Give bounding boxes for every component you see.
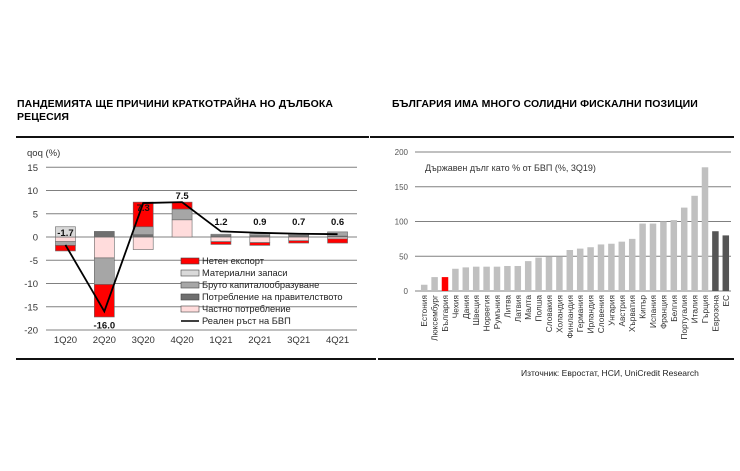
right-x-tick-label: Чехия bbox=[450, 295, 461, 319]
right-bar bbox=[556, 257, 563, 291]
right-bar bbox=[546, 257, 553, 291]
left-x-tick-label: 1Q20 bbox=[53, 335, 78, 346]
right-x-tick-label: Франция bbox=[658, 295, 669, 329]
right-bar bbox=[598, 244, 605, 291]
right-bar bbox=[577, 249, 584, 291]
legend-label: Нетен експорт bbox=[202, 256, 265, 266]
right-x-tick-label: Латвия bbox=[512, 295, 523, 323]
right-chart-annotation: Държавен дълг като % от БВП (%, 3Q19) bbox=[425, 163, 596, 173]
right-bar bbox=[723, 235, 730, 291]
left-y-tick-label: -15 bbox=[24, 302, 38, 314]
left-bar-segment-gross-capital bbox=[133, 227, 153, 235]
left-x-tick-label: 2Q21 bbox=[248, 335, 272, 346]
left-y-tick-label: -10 bbox=[24, 279, 38, 290]
right-bar bbox=[629, 239, 636, 291]
left-x-tick-label: 4Q21 bbox=[325, 335, 350, 346]
right-bar bbox=[442, 277, 449, 291]
left-chart-title-line2: РЕЦЕСИЯ bbox=[17, 111, 70, 123]
left-bar-segment-private-consumption bbox=[289, 237, 309, 241]
gdp-data-label: 0.6 bbox=[330, 216, 345, 228]
left-x-tick-label: 3Q21 bbox=[287, 335, 311, 346]
left-x-tick-label: 4Q20 bbox=[170, 335, 194, 346]
right-x-tick-label: България bbox=[440, 295, 450, 332]
left-bar-segment-private-consumption bbox=[172, 220, 192, 237]
left-bar-segment-net-export bbox=[250, 243, 270, 246]
legend-swatch-net-export bbox=[181, 258, 199, 264]
left-bar-segment-gross-capital bbox=[55, 242, 75, 246]
right-x-tick-label: Португалия bbox=[679, 295, 690, 340]
right-x-tick-label: Швеция bbox=[471, 295, 482, 326]
right-bar bbox=[483, 267, 490, 291]
right-x-tick-label: Люксембург bbox=[429, 295, 440, 342]
left-y-tick-label: 15 bbox=[27, 162, 38, 174]
gdp-data-label: 7.5 bbox=[175, 191, 189, 203]
left-bar-segment-gross-capital bbox=[172, 209, 192, 220]
right-bar bbox=[660, 222, 667, 292]
right-bar bbox=[504, 266, 511, 291]
legend-label: Материални запаси bbox=[202, 268, 288, 278]
right-y-tick-label: 200 bbox=[394, 148, 408, 157]
left-chart-title-line1: ПАНДЕМИЯТА ЩЕ ПРИЧИНИ КРАТКОТРАЙНА НО ДЪЛБОКА bbox=[17, 98, 334, 110]
right-bar bbox=[712, 231, 719, 291]
right-x-tick-label: Финландия bbox=[564, 295, 575, 339]
legend-swatch-gov-consumption bbox=[181, 294, 199, 300]
left-bar-segment-private-consumption bbox=[250, 237, 270, 243]
legend-label: Потребление на правителството bbox=[202, 292, 343, 302]
left-bar-segment-gov-consumption bbox=[133, 235, 153, 237]
right-x-tick-label: Белгия bbox=[668, 295, 679, 322]
right-x-tick-label: Хърватия bbox=[627, 295, 638, 333]
right-y-tick-label: 50 bbox=[399, 252, 408, 262]
right-bar bbox=[671, 220, 678, 291]
gdp-data-label: 1.2 bbox=[214, 216, 228, 228]
legend-swatch-gross-capital bbox=[181, 282, 199, 288]
right-y-tick-label: 150 bbox=[394, 182, 408, 192]
right-y-tick-label: 100 bbox=[394, 217, 408, 227]
left-bar-segment-net-export bbox=[211, 242, 231, 245]
right-bar bbox=[421, 285, 428, 291]
right-x-tick-label: Италия bbox=[689, 295, 700, 324]
left-x-tick-label: 3Q20 bbox=[131, 335, 155, 346]
left-bar-segment-net-export bbox=[289, 241, 309, 243]
right-x-tick-label: Гърция bbox=[700, 295, 710, 324]
right-x-tick-label: Словакия bbox=[544, 295, 554, 333]
right-x-tick-label: Румъния bbox=[492, 295, 502, 330]
gdp-data-label: 7.3 bbox=[136, 203, 150, 215]
legend-label: Бруто капиталообразуване bbox=[202, 280, 320, 290]
right-bar bbox=[608, 244, 615, 291]
right-bar bbox=[452, 269, 459, 291]
right-x-tick-label: Испания bbox=[648, 295, 658, 328]
right-x-tick-label: Малта bbox=[523, 295, 534, 320]
right-x-tick-label: Полша bbox=[533, 295, 544, 322]
right-chart-title: БЪЛГАРИЯ ИМА МНОГО СОЛИДНИ ФИСКАЛНИ ПОЗИЦИИ bbox=[392, 98, 698, 110]
left-y-axis-label: qoq (%) bbox=[27, 148, 61, 159]
right-bar bbox=[702, 167, 709, 291]
right-x-tick-label: Норвегия bbox=[481, 295, 492, 332]
left-bar-segment-net-export bbox=[328, 239, 348, 243]
right-bar bbox=[639, 224, 646, 291]
right-bar bbox=[463, 267, 470, 291]
right-bar bbox=[535, 258, 542, 291]
right-bar bbox=[494, 267, 501, 291]
legend-label: Частно потребление bbox=[202, 304, 291, 314]
right-bar bbox=[473, 267, 480, 291]
left-y-tick-label: 5 bbox=[32, 209, 38, 221]
right-x-tick-label: Еврозона bbox=[710, 295, 721, 332]
gdp-data-label: -16.0 bbox=[93, 320, 116, 332]
right-x-tick-label: Австрия bbox=[616, 295, 627, 327]
gdp-data-label: -1.7 bbox=[57, 227, 74, 239]
left-x-tick-label: 2Q20 bbox=[92, 335, 116, 346]
left-bar-segment-gross-capital bbox=[250, 234, 270, 236]
right-bar bbox=[691, 196, 698, 291]
right-bar bbox=[431, 277, 438, 291]
left-y-tick-label: -5 bbox=[29, 255, 38, 267]
left-y-tick-label: 0 bbox=[32, 232, 38, 244]
right-bar bbox=[681, 208, 688, 291]
right-x-tick-label: Словения bbox=[596, 295, 606, 334]
left-bar-segment-gov-consumption bbox=[94, 231, 114, 237]
right-y-tick-label: 0 bbox=[403, 287, 408, 296]
gdp-data-label: 0.7 bbox=[292, 216, 306, 228]
source-note: Източник: Евростат, НСИ, UniCredit Research bbox=[521, 368, 699, 378]
legend-label: Реален ръст на БВП bbox=[202, 316, 291, 326]
right-x-tick-label: Естония bbox=[419, 295, 430, 327]
gdp-data-label: 0.9 bbox=[253, 216, 267, 228]
left-x-tick-label: 1Q21 bbox=[209, 335, 233, 346]
right-bar bbox=[525, 261, 532, 291]
left-bar-segment-gross-capital bbox=[211, 234, 231, 235]
left-bar-segment-private-consumption bbox=[94, 237, 114, 258]
legend-swatch-private-consumption bbox=[181, 306, 199, 312]
left-y-tick-label: 10 bbox=[27, 186, 38, 197]
right-bar bbox=[587, 247, 594, 291]
right-x-tick-label: Унгария bbox=[606, 295, 617, 326]
right-x-tick-label: Германия bbox=[575, 295, 586, 333]
right-x-tick-label: Дания bbox=[460, 295, 471, 319]
left-y-tick-label: -20 bbox=[24, 325, 38, 337]
left-bar-segment-gross-capital bbox=[94, 258, 114, 285]
left-bar-segment-private-consumption bbox=[133, 237, 153, 250]
right-bar bbox=[515, 266, 522, 291]
legend-swatch-inventories bbox=[181, 270, 199, 276]
right-x-tick-label: Холандия bbox=[554, 295, 565, 333]
right-x-tick-label: Ирландия bbox=[585, 295, 596, 334]
right-x-tick-label: Кипър bbox=[637, 295, 648, 319]
right-x-tick-label: Литва bbox=[502, 295, 513, 318]
right-bar bbox=[567, 250, 574, 291]
left-bar-segment-private-consumption bbox=[211, 237, 231, 242]
right-bar bbox=[619, 242, 626, 291]
right-x-tick-label: ЕС bbox=[720, 295, 731, 307]
right-bar bbox=[650, 224, 657, 291]
